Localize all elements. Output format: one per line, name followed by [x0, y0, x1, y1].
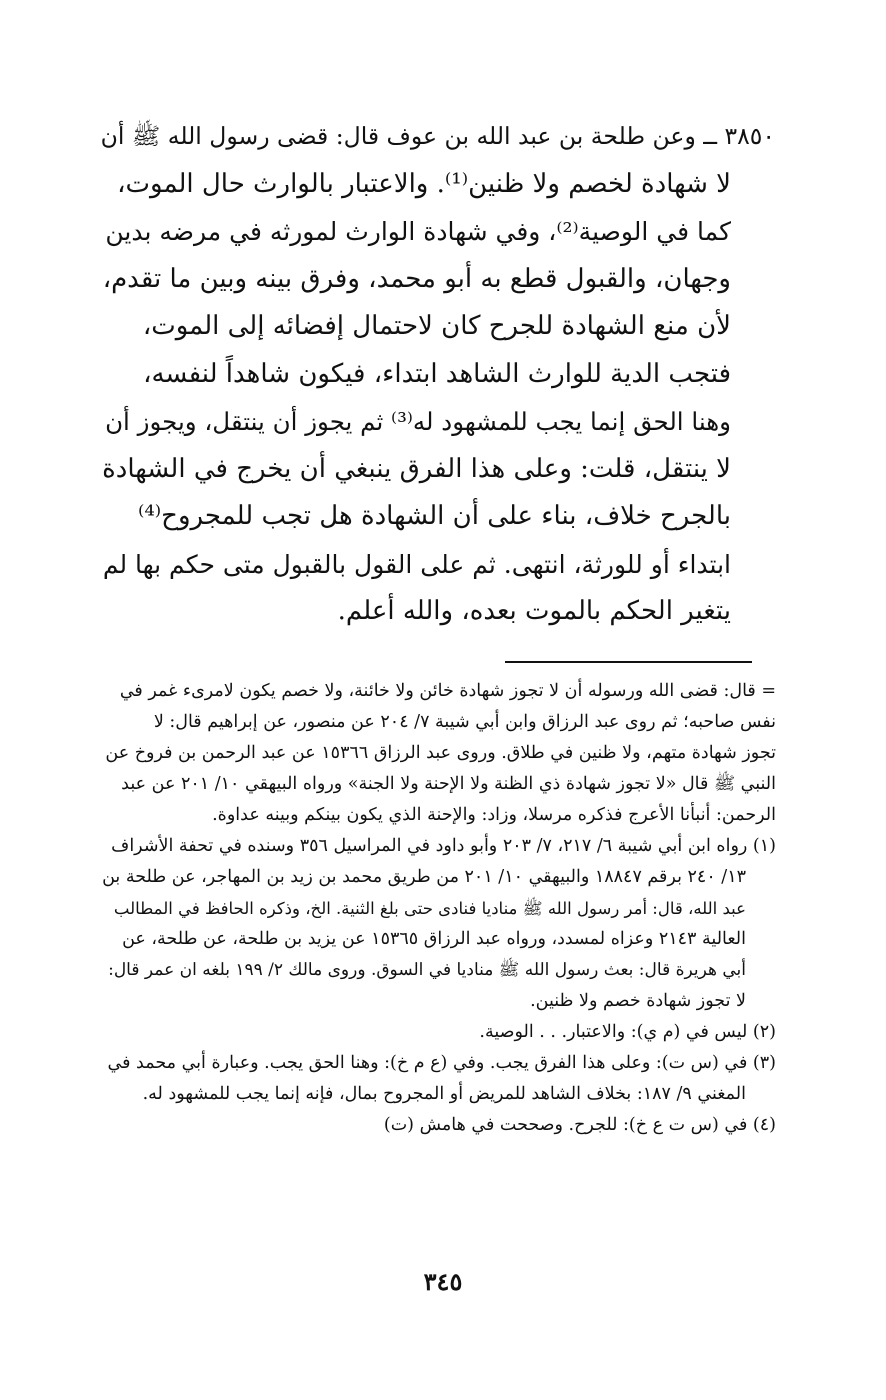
footnote-1-line: لا تجوز شهادة خصم ولا ظنين.	[530, 991, 746, 1011]
footnote-line: تجوز شهادة متهم، ولا ظنين في طلاق. وروى عبد الرزاق ١٥٣٦٦ عن عبد الرحمن بن فروخ عن	[105, 743, 776, 763]
footnote-1-line: ١٣/ ٢٤٠ برقم ١٨٨٤٧ والبيهقي ١٠/ ٢٠١ من طريق محمد بن زيد بن المهاجر، عن طلحة بن	[102, 867, 746, 887]
footnote-2-line: (٢) ليس في (م ي): والاعتبار. . . الوصية.	[479, 1022, 776, 1042]
main-text-line: ابتداء أو للورثة، انتهى. ثم على القول بالقبول متى حكم بها لم	[102, 549, 731, 579]
main-text-line: بالجرح خلاف، بناء على أن الشهادة هل تجب للمجروح⁽⁴⁾	[137, 501, 731, 531]
footnote-1-line: العالية ٢١٤٣ وعزاه لمسدد، ورواه عبد الرزاق ١٥٣٦٥ عن يزيد بن طلحة، عن طلحة، عن	[122, 929, 746, 949]
footnote-3-line: (٣) في (س ت): وعلى هذا الفرق يجب. وفي (ع م خ): وهنا الحق يجب. وعبارة أبي محمد في	[107, 1053, 776, 1073]
main-text-line: لأن منع الشهادة للجرح كان لاحتمال إفضائه إلى الموت،	[142, 311, 731, 341]
main-text-line: وجهان، والقبول قطع به أبو محمد، وفرق بينه وبين ما تقدم،	[102, 263, 731, 294]
main-text-line: لا ينتقل، قلت: وعلى هذا الفرق ينبغي أن يخرج في الشهادة	[102, 453, 731, 484]
footnote-1-line: أبي هريرة قال: بعث رسول الله ﷺ مناديا في السوق. وروى مالك ٢/ ١٩٩ بلغه ان عمر قال:	[108, 960, 746, 980]
main-text-block	[95, 113, 775, 636]
main-text-line: فتجب الدية للوارث الشاهد ابتداء، فيكون شاهداً لنفسه،	[143, 358, 731, 389]
footnote-4-line: (٤) في (س ت ع خ): للجرح. وصححت في هامش (ت)	[383, 1115, 776, 1135]
main-text-line: لا شهادة لخصم ولا ظنين⁽¹⁾. والاعتبار بالوارث حال الموت،	[117, 168, 731, 199]
main-text-line: وهنا الحق إنما يجب للمشهود له⁽³⁾ ثم يجوز أن ينتقل، ويجوز أن	[105, 407, 731, 436]
main-text-line: كما في الوصية⁽²⁾، وفي شهادة الوارث لمورثه في مرضه بدين	[105, 217, 731, 246]
main-text-line: يتغير الحكم بالموت بعده، والله أعلم.	[337, 596, 731, 626]
main-text-line: ٣٨٥٠ ــ وعن طلحة بن عبد الله بن عوف قال: قضى رسول الله ﷺ أن	[100, 122, 775, 150]
footnote-line: = قال: قضى الله ورسوله أن لا تجوز شهادة خائن ولا خائنة، ولا خصم يكون لامرىء غمر في	[119, 681, 776, 701]
footnote-line: الرحمن: أنبأنا الأعرج فذكره مرسلا، وزاد: والإحنة الذي يكون بينكم وبينه عداوة.	[212, 805, 776, 825]
footnote-3-line: المغني ٩/ ١٨٧: بخلاف الشاهد للمريض أو المجروح بمال، فإنه إنما يجب للمشهود له.	[142, 1084, 746, 1104]
footnotes-block	[100, 676, 776, 1141]
footnote-1-line: (١) رواه ابن أبي شيبة ٦/ ٢١٧، ٧/ ٢٠٣ وأبو داود في المراسيل ٣٥٦ وسنده في تحفة الأشراف	[111, 836, 776, 856]
footnote-line: نفس صاحبه؛ ثم روى عبد الرزاق وابن أبي شيبة ٧/ ٢٠٤ عن منصور، عن إبراهيم قال: لا	[153, 712, 776, 732]
footnote-divider	[505, 661, 752, 663]
page-number: ٣٤٥	[423, 1267, 463, 1296]
footnote-1-line: عبد الله، قال: أمر رسول الله ﷺ مناديا فنادى حتى بلغ الثنية. الخ، وذكره الحافظ في المطالب	[113, 899, 746, 918]
footnote-line: النبي ﷺ قال «لا تجوز شهادة ذي الظنة ولا الإحنة ولا الجنة» ورواه البيهقي ١٠/ ٢٠١ عن عبد	[121, 774, 776, 794]
